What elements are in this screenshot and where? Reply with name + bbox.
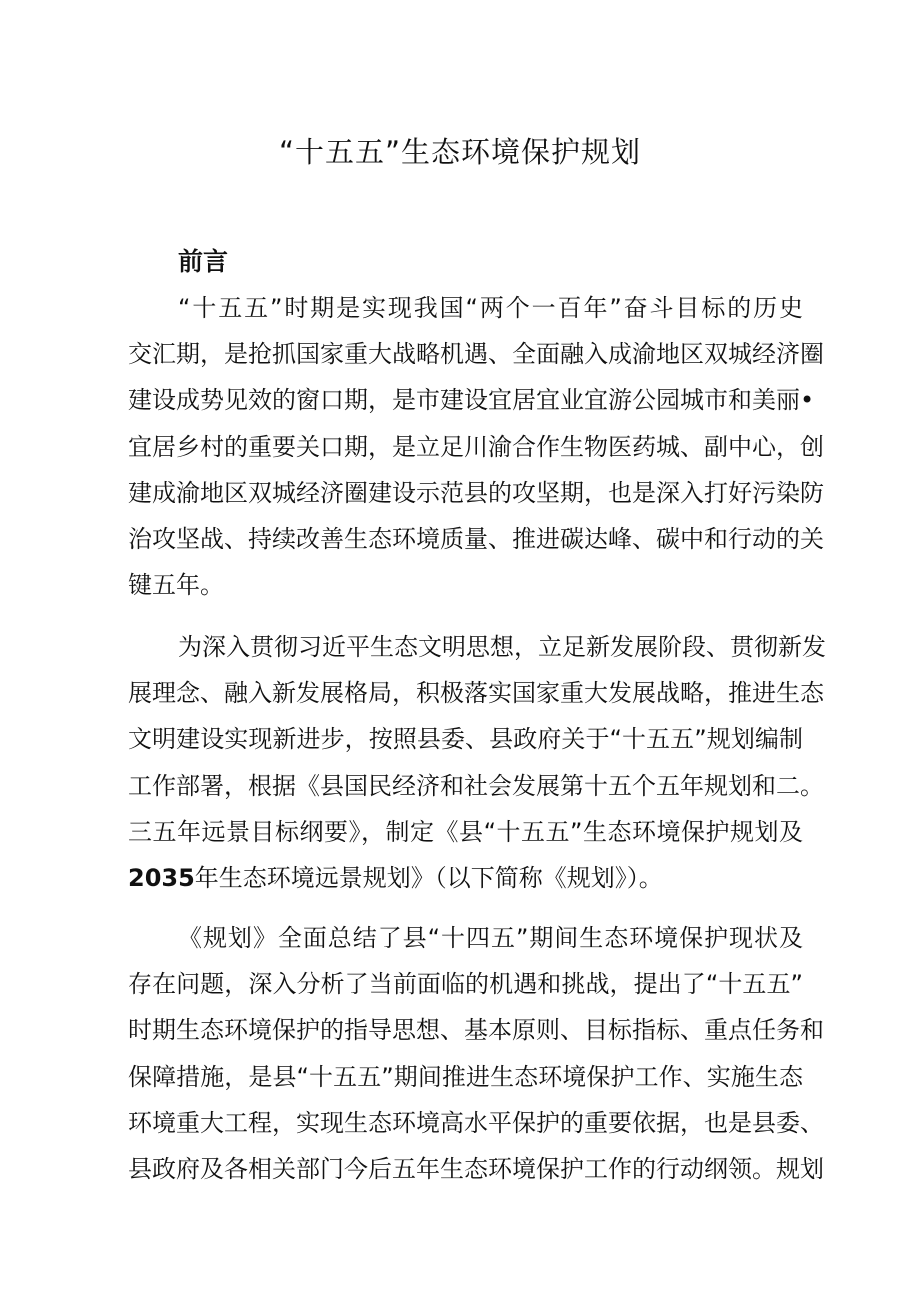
section-heading-preface: 前言 [178, 247, 229, 276]
text-line [128, 855, 803, 901]
text-line: 交汇期，是抢抓国家重大战略机遇、全面融入成渝地区双城经济圈 [128, 340, 824, 369]
paragraph-3 [128, 915, 824, 1192]
text-line: 县政府及各相关部门今后五年生态环境保护工作的行动纲领。规划 [128, 1154, 824, 1183]
text-line: “十五五”时期是实现我国“两个一百年”奋斗目标的历史 [178, 294, 803, 322]
text-line: 建成渝地区双城经济圈建设示范县的攻坚期，也是深入打好污染防 [128, 478, 824, 507]
text-line: 保障措施，是县“十五五”期间推进生态环境保护工作、实施生态 [128, 1062, 803, 1091]
text-line: 环境重大工程，实现生态环境高水平保护的重要依据，也是县委、 [128, 1108, 824, 1137]
text-line: 工作部署，根据《县国民经济和社会发展第十五个五年规划和二。 [128, 771, 824, 800]
text-line: 治攻坚战、持续改善生态环境质量、推进碳达峰、碳中和行动的关 [128, 524, 824, 553]
text-line: 文明建设实现新进步，按照县委、县政府关于“十五五”规划编制 [128, 725, 803, 754]
paragraph-2 [128, 624, 826, 901]
year-number: 2035 [128, 863, 195, 892]
text-line: 键五年。 [128, 571, 224, 600]
text-segment: 年生态环境远景规划》（以下简称《规划》）。 [194, 863, 663, 892]
text-line: 《规划》全面总结了县“十四五”期间生态环境保护现状及 [178, 924, 803, 952]
document-title: “十五五”生态环境保护规划 [278, 135, 642, 169]
text-line: 三五年远景目标纲要》，制定《县“十五五”生态环境保护规划及 [128, 817, 803, 846]
paragraph-1 [128, 285, 824, 608]
text-line: 存在问题，深入分析了当前面临的机遇和挑战，提出了“十五五” [128, 970, 803, 999]
text-line: 宜居乡村的重要关口期，是立足川渝合作生物医药城、副中心，创 [128, 432, 824, 461]
text-line: 为深入贯彻习近平生态文明思想，立足新发展阶段、贯彻新发 [178, 633, 826, 661]
text-line: 时期生态环境保护的指导思想、基本原则、目标指标、重点任务和 [128, 1016, 824, 1045]
text-line: 展理念、融入新发展格局，积极落实国家重大发展战略，推进生态 [128, 679, 824, 708]
text-line: 建设成势见效的窗口期，是市建设宜居宜业宜游公园城市和美丽• [128, 386, 815, 415]
